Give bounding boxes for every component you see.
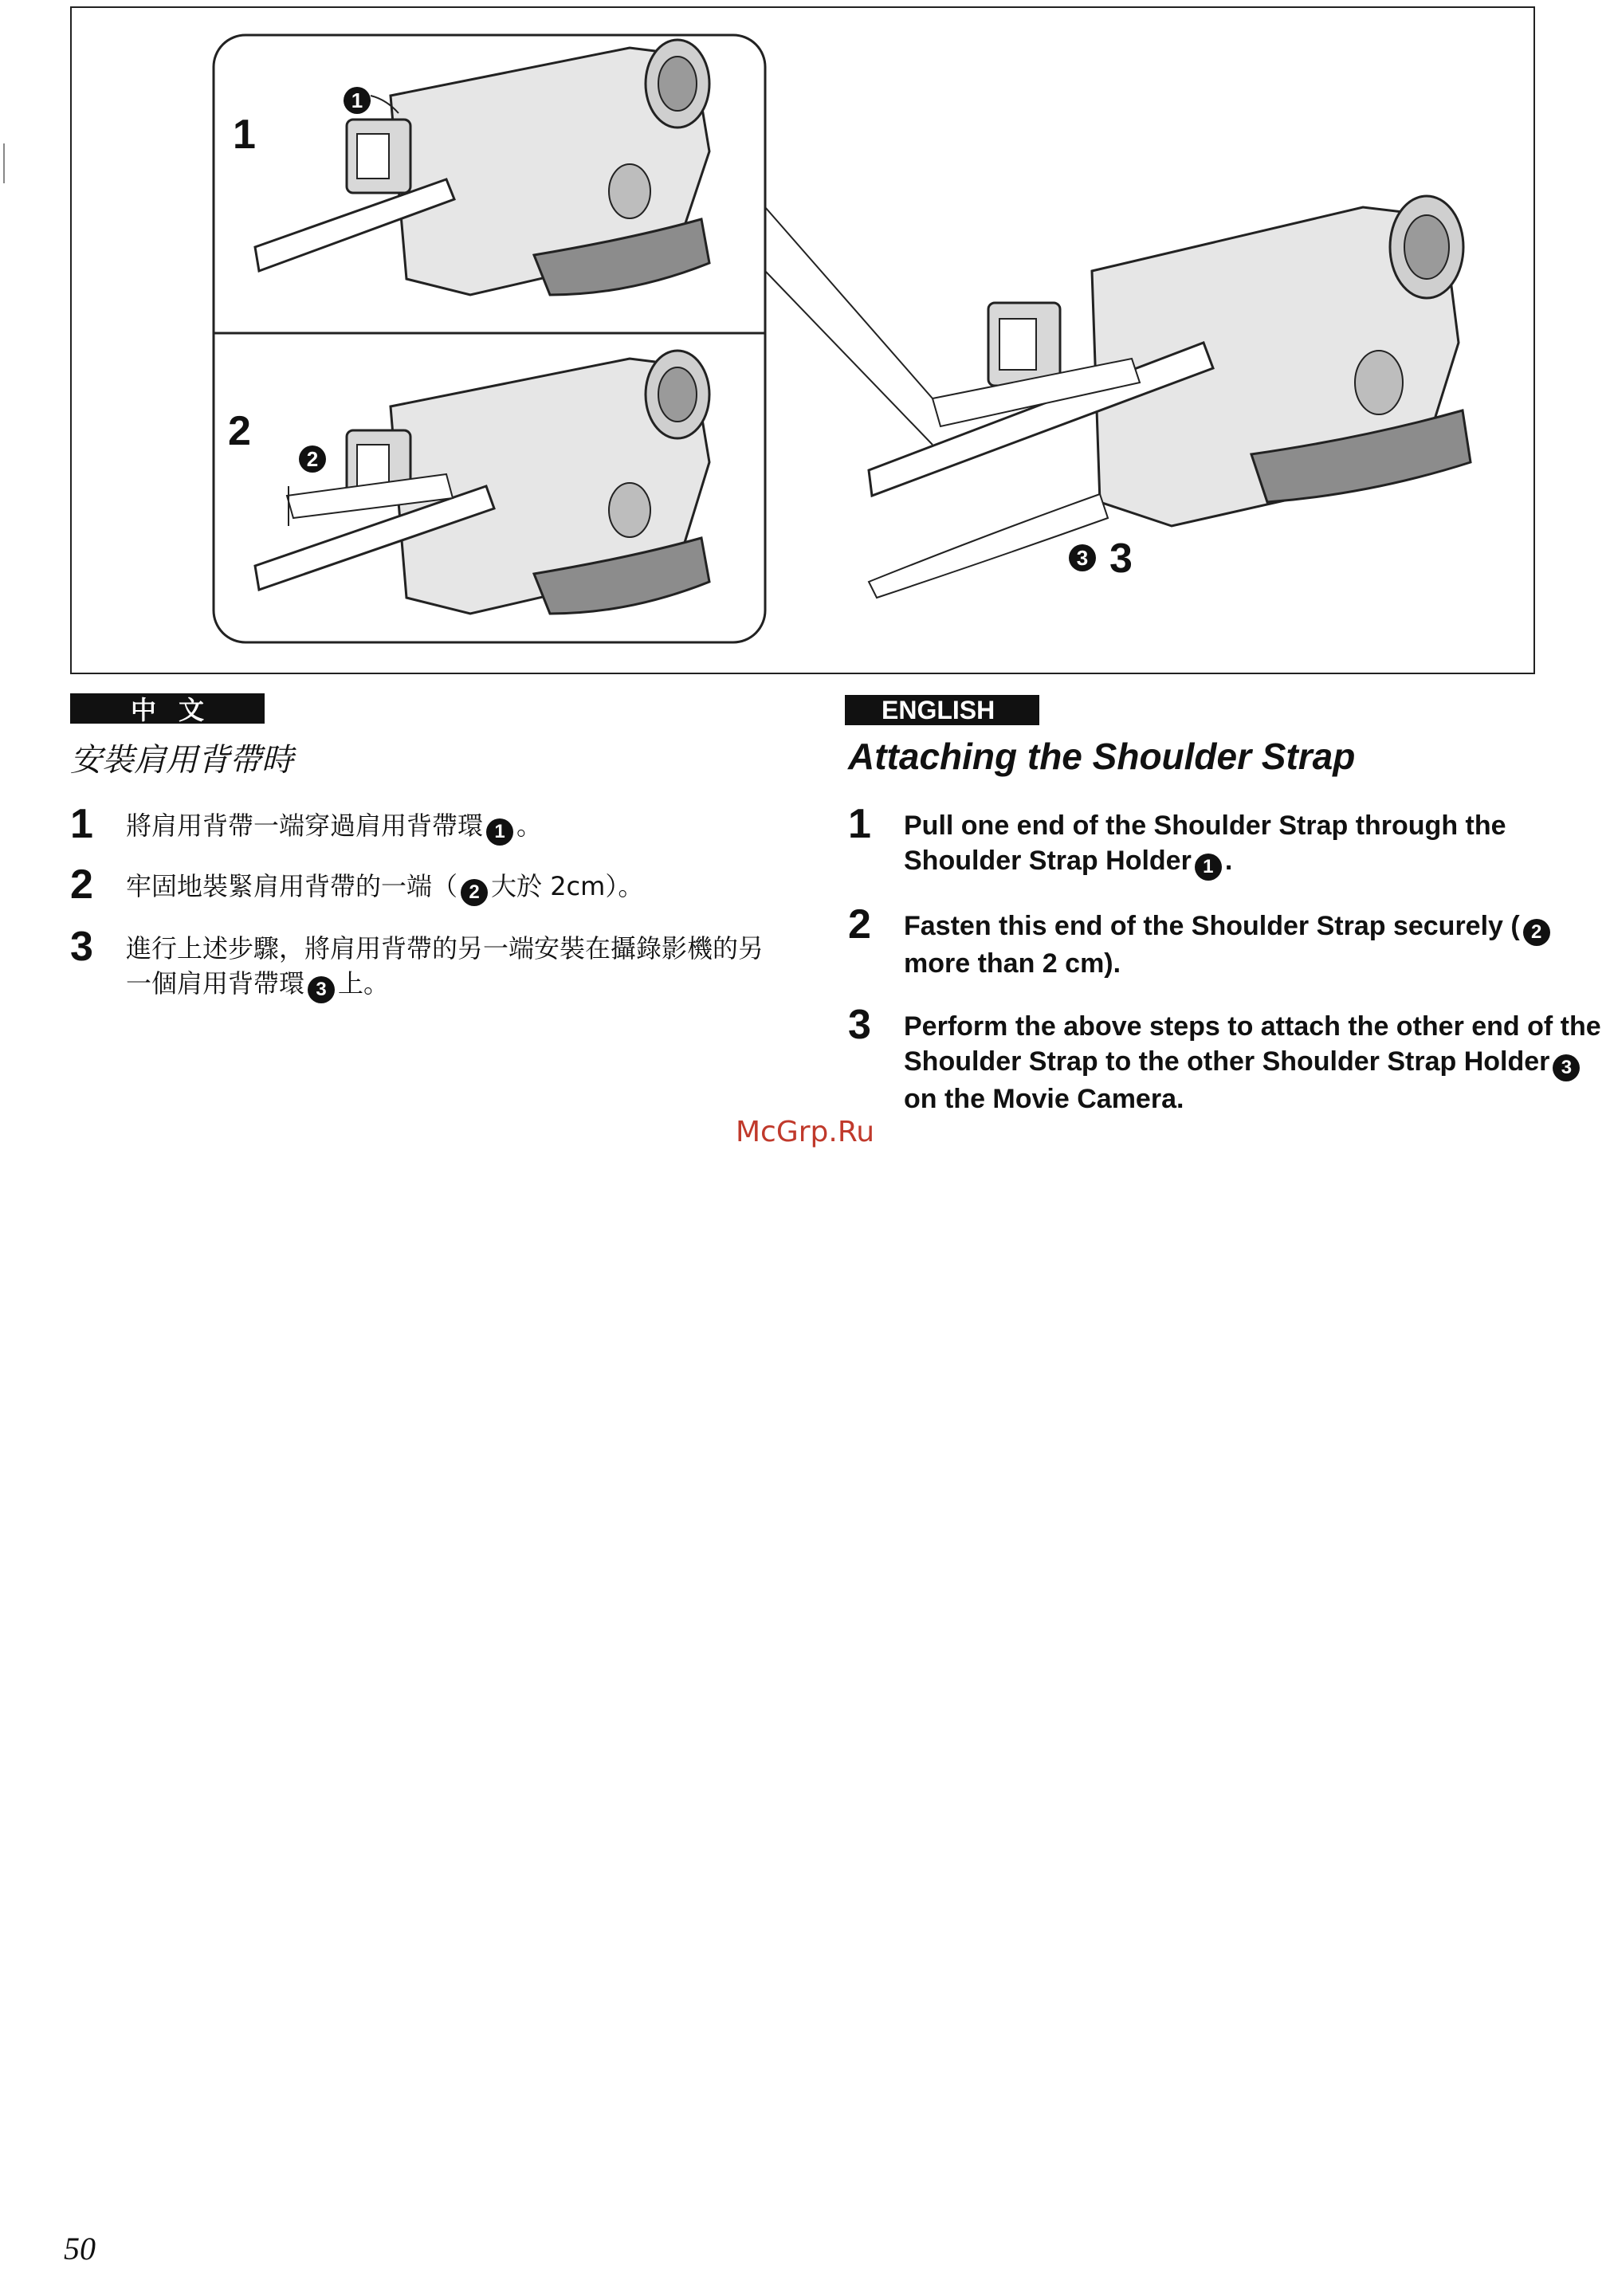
step-text: Fasten this end of the Shoulder Strap securely ( 2more than 2 cm). bbox=[904, 902, 1605, 981]
svg-text:1: 1 bbox=[351, 88, 363, 112]
marker-1-icon bbox=[344, 87, 371, 114]
chinese-step-3 bbox=[70, 924, 787, 1003]
english-step-2 bbox=[848, 902, 1605, 981]
page-number: 50 bbox=[64, 2231, 96, 2267]
step-text: 將肩用背帶一端穿過肩用背帶環 1 。 bbox=[126, 802, 811, 846]
step-number: 1 bbox=[70, 801, 93, 847]
marker-2-icon bbox=[299, 445, 326, 473]
chinese-language-label: 中文 bbox=[70, 693, 265, 724]
svg-text:2: 2 bbox=[306, 447, 319, 471]
camera-strap-illustration bbox=[72, 8, 1537, 676]
step-number: 3 bbox=[70, 924, 93, 970]
panel-1-label: 1 bbox=[233, 112, 256, 158]
step-number: 1 bbox=[848, 801, 871, 847]
svg-text:3: 3 bbox=[1076, 546, 1089, 570]
chinese-step-2 bbox=[70, 862, 811, 907]
connector-line-top bbox=[765, 207, 933, 398]
step-text: 牢固地裝緊肩用背帶的一端（ 2 大於 2cm）。 bbox=[126, 862, 811, 906]
panel-2-label: 2 bbox=[228, 408, 251, 454]
chinese-step-1 bbox=[70, 802, 811, 846]
circled-marker-icon: 2 bbox=[461, 879, 488, 906]
circled-marker-icon: 3 bbox=[1553, 1054, 1580, 1081]
step-text: 進行上述步驟，將肩用背帶的另一端安裝在攝錄影機的另一個肩用背帶環 3 上。 bbox=[126, 924, 787, 1003]
margin-mark bbox=[3, 143, 5, 183]
circled-marker-icon: 1 bbox=[486, 818, 513, 846]
connector-line-bottom bbox=[765, 271, 933, 445]
camera-drawing-large bbox=[869, 196, 1471, 598]
step-text: Perform the above steps to attach the other end of the Shoulder Strap to the other Shoulder Strap Holder 3on the Movie Camera. bbox=[904, 1011, 1601, 1114]
circled-marker-icon: 3 bbox=[308, 976, 335, 1003]
english-step-1 bbox=[848, 802, 1605, 881]
marker-3-icon bbox=[1069, 544, 1096, 571]
circled-marker-icon: 2 bbox=[1523, 919, 1550, 946]
illustration-frame bbox=[70, 6, 1535, 674]
step-number: 2 bbox=[70, 861, 93, 908]
panel-3-label: 3 bbox=[1109, 536, 1133, 582]
watermark: McGrp.Ru bbox=[735, 1116, 875, 1148]
step-number: 2 bbox=[848, 901, 871, 948]
chinese-heading: 安裝肩用背帶時 bbox=[70, 742, 293, 779]
english-step-3 bbox=[848, 1003, 1605, 1117]
english-language-label: ENGLISH bbox=[845, 695, 1039, 725]
step-text: Pull one end of the Shoulder Strap through the Shoulder Strap Holder 1 . bbox=[904, 802, 1605, 881]
step-number: 3 bbox=[848, 1002, 871, 1048]
english-heading: Attaching the Shoulder Strap bbox=[848, 736, 1356, 777]
circled-marker-icon: 1 bbox=[1195, 854, 1222, 881]
